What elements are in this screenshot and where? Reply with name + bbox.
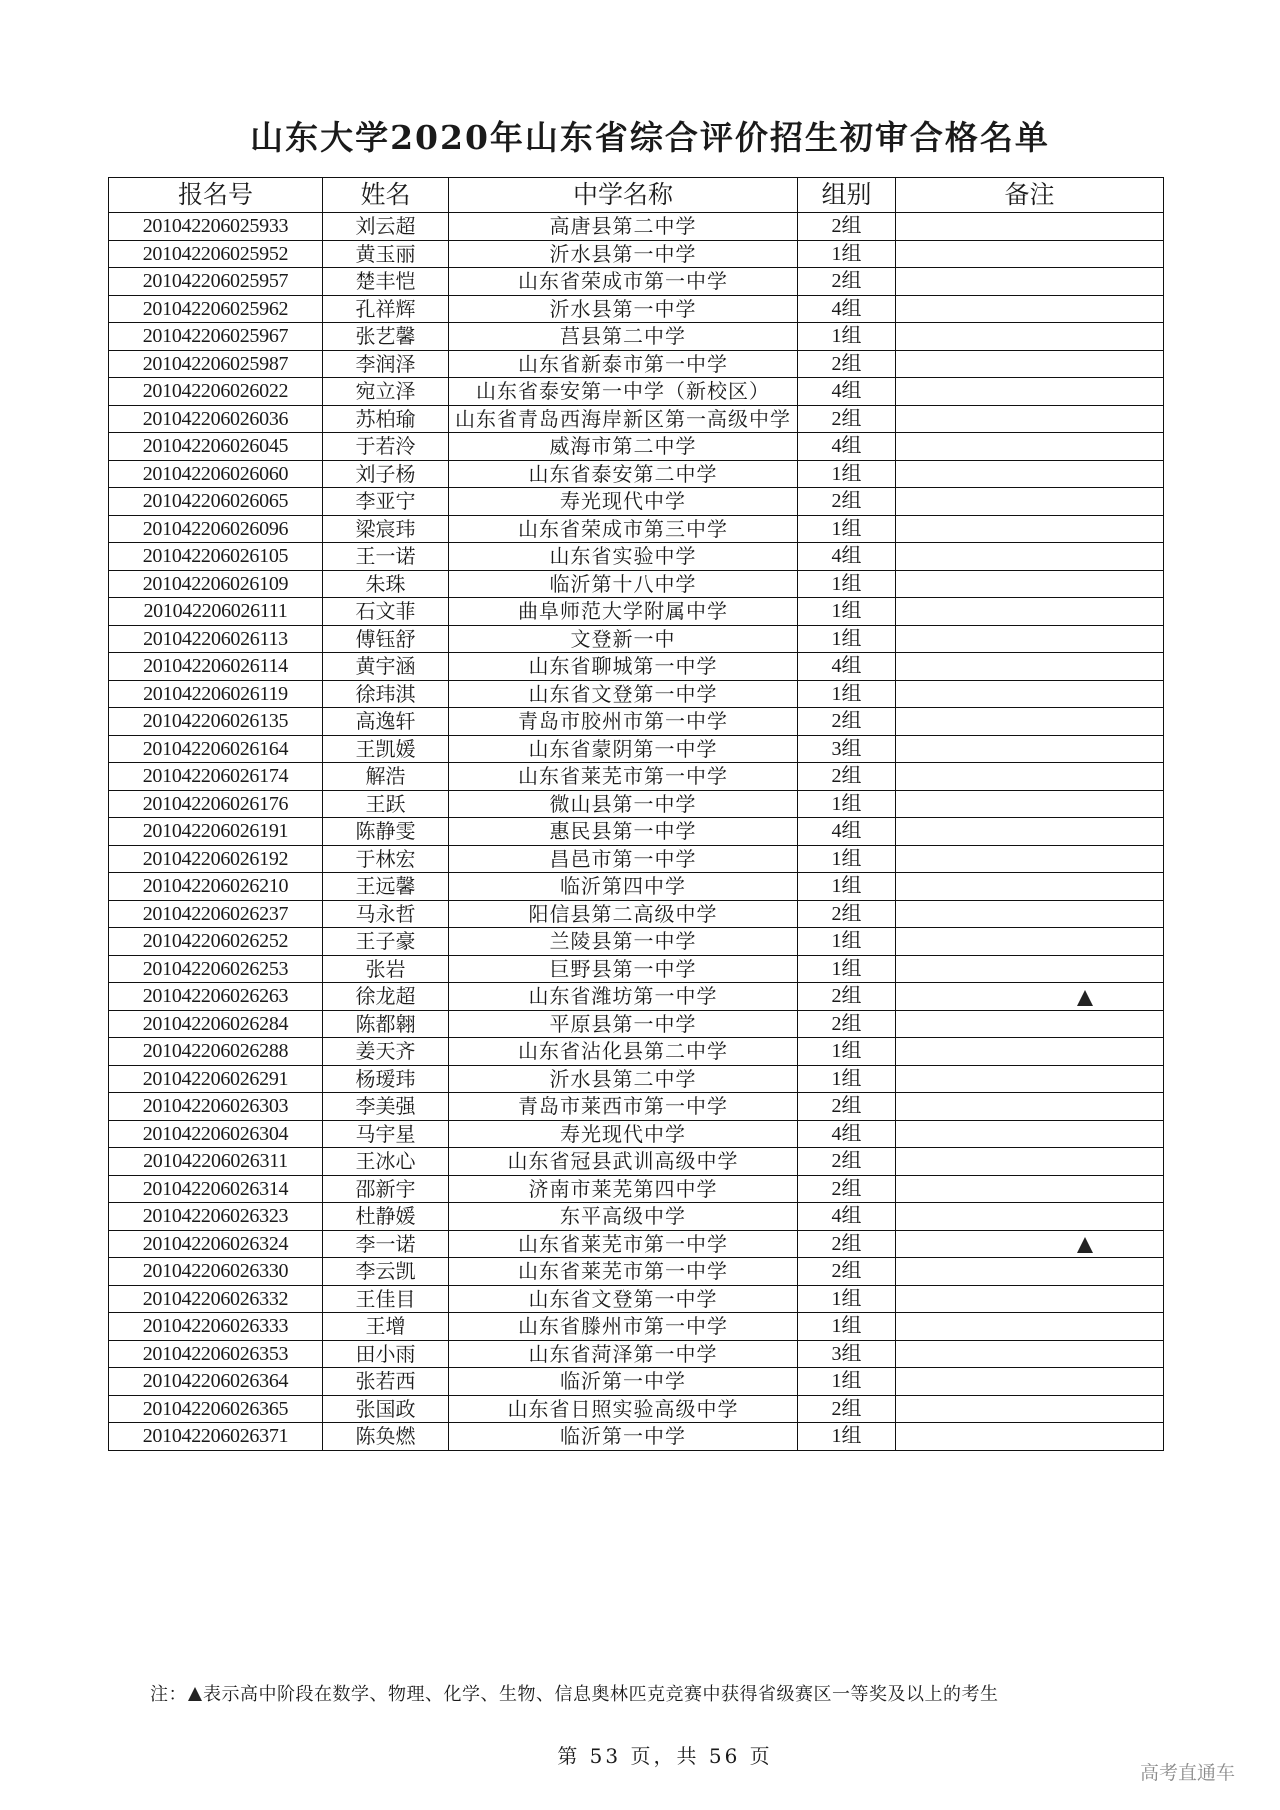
group-cell: 1组 (798, 955, 896, 983)
group-cell: 2组 (798, 900, 896, 928)
student-name-cell: 王凯媛 (323, 735, 449, 763)
group-cell: 4组 (798, 295, 896, 323)
note-cell (896, 818, 1164, 846)
note-cell (896, 790, 1164, 818)
note-cell (896, 625, 1164, 653)
note-cell (896, 1258, 1164, 1286)
note-cell (896, 1368, 1164, 1396)
school-name-cell: 山东省冠县武训高级中学 (449, 1148, 798, 1176)
school-name-cell: 山东省文登第一中学 (449, 680, 798, 708)
registration-id-cell: 201042206026365 (109, 1395, 323, 1423)
triangle-marker-icon (1077, 990, 1093, 1006)
school-name-cell: 山东省潍坊第一中学 (449, 983, 798, 1011)
school-name-cell: 青岛市胶州市第一中学 (449, 708, 798, 736)
note-cell (896, 1120, 1164, 1148)
student-name-cell: 王冰心 (323, 1148, 449, 1176)
registration-id-cell: 201042206025987 (109, 350, 323, 378)
registration-id-cell: 201042206026174 (109, 763, 323, 791)
table-row (109, 570, 1164, 598)
note-cell (896, 1038, 1164, 1066)
student-name-cell: 杜静媛 (323, 1203, 449, 1231)
footnote (150, 1683, 999, 1707)
group-cell: 2组 (798, 1010, 896, 1038)
group-cell: 4组 (798, 1120, 896, 1148)
registration-id-cell: 201042206026119 (109, 680, 323, 708)
student-name-cell: 李亚宁 (323, 488, 449, 516)
student-name-cell: 李美强 (323, 1093, 449, 1121)
registration-id-cell: 201042206026192 (109, 845, 323, 873)
note-cell (896, 873, 1164, 901)
registration-id-cell: 201042206026105 (109, 543, 323, 571)
table-row (109, 1395, 1164, 1423)
group-cell: 1组 (798, 323, 896, 351)
school-name-cell: 青岛市莱西市第一中学 (449, 1093, 798, 1121)
student-name-cell: 解浩 (323, 763, 449, 791)
student-name-cell: 李云凯 (323, 1258, 449, 1286)
note-cell (896, 1093, 1164, 1121)
note-cell (896, 928, 1164, 956)
table-row (109, 1285, 1164, 1313)
table-row (109, 598, 1164, 626)
table-row (109, 790, 1164, 818)
table-row (109, 680, 1164, 708)
school-name-cell: 文登新一中 (449, 625, 798, 653)
school-name-cell: 沂水县第一中学 (449, 240, 798, 268)
registration-id-cell: 201042206026333 (109, 1313, 323, 1341)
student-name-cell: 李一诺 (323, 1230, 449, 1258)
school-name-cell: 山东省莱芜市第一中学 (449, 1258, 798, 1286)
table-row (109, 295, 1164, 323)
column-header-group: 组别 (798, 178, 896, 213)
group-cell: 1组 (798, 790, 896, 818)
watermark: 高考直通车 (1140, 1762, 1236, 1784)
registration-id-cell: 201042206026191 (109, 818, 323, 846)
registration-id-cell: 201042206026237 (109, 900, 323, 928)
registration-id-cell: 201042206025952 (109, 240, 323, 268)
student-name-cell: 苏柏瑜 (323, 405, 449, 433)
student-name-cell: 田小雨 (323, 1340, 449, 1368)
footnote-text: 表示高中阶段在数学、物理、化学、生物、信息奥林匹克竞赛中获得省级赛区一等奖及以上的考生 (203, 1684, 999, 1705)
school-name-cell: 临沂第四中学 (449, 873, 798, 901)
group-cell: 4组 (798, 818, 896, 846)
registration-id-cell: 201042206026111 (109, 598, 323, 626)
school-name-cell: 山东省荣成市第三中学 (449, 515, 798, 543)
student-name-cell: 王增 (323, 1313, 449, 1341)
student-name-cell: 王子豪 (323, 928, 449, 956)
note-cell (896, 763, 1164, 791)
student-name-cell: 高逸轩 (323, 708, 449, 736)
table-row (109, 1258, 1164, 1286)
registration-id-cell: 201042206026022 (109, 378, 323, 406)
note-cell (896, 405, 1164, 433)
table-row (109, 1010, 1164, 1038)
group-cell: 2组 (798, 350, 896, 378)
school-name-cell: 昌邑市第一中学 (449, 845, 798, 873)
group-cell: 2组 (798, 488, 896, 516)
registration-id-cell: 201042206026114 (109, 653, 323, 681)
column-header-school: 中学名称 (449, 178, 798, 213)
school-name-cell: 山东省泰安第二中学 (449, 460, 798, 488)
note-cell (896, 488, 1164, 516)
student-name-cell: 宛立泽 (323, 378, 449, 406)
student-name-cell: 于林宏 (323, 845, 449, 873)
note-cell (896, 1148, 1164, 1176)
registration-id-cell: 201042206026065 (109, 488, 323, 516)
table-row (109, 735, 1164, 763)
triangle-marker-icon (188, 1687, 202, 1701)
table-body (109, 213, 1164, 1451)
table-row (109, 928, 1164, 956)
group-cell: 2组 (798, 1175, 896, 1203)
table-row (109, 1340, 1164, 1368)
group-cell: 2组 (798, 708, 896, 736)
registration-id-cell: 201042206026096 (109, 515, 323, 543)
school-name-cell: 临沂第十八中学 (449, 570, 798, 598)
student-name-cell: 邵新宇 (323, 1175, 449, 1203)
column-header-registration-id: 报名号 (109, 178, 323, 213)
student-name-cell: 刘子杨 (323, 460, 449, 488)
student-name-cell: 杨瑷玮 (323, 1065, 449, 1093)
group-cell: 1组 (798, 1368, 896, 1396)
school-name-cell: 寿光现代中学 (449, 488, 798, 516)
table-row (109, 900, 1164, 928)
school-name-cell: 山东省泰安第一中学（新校区） (449, 378, 798, 406)
registration-id-cell: 201042206026284 (109, 1010, 323, 1038)
student-name-cell: 黄玉丽 (323, 240, 449, 268)
student-name-cell: 陈都翱 (323, 1010, 449, 1038)
student-name-cell: 马永哲 (323, 900, 449, 928)
school-name-cell: 临沂第一中学 (449, 1423, 798, 1451)
note-cell (896, 680, 1164, 708)
table-row (109, 240, 1164, 268)
school-name-cell: 山东省莱芜市第一中学 (449, 1230, 798, 1258)
group-cell: 4组 (798, 543, 896, 571)
note-cell (896, 350, 1164, 378)
group-cell: 1组 (798, 873, 896, 901)
school-name-cell: 济南市莱芜第四中学 (449, 1175, 798, 1203)
registration-id-cell: 201042206026311 (109, 1148, 323, 1176)
student-name-cell: 傅钰舒 (323, 625, 449, 653)
table-row (109, 1313, 1164, 1341)
group-cell: 2组 (798, 983, 896, 1011)
table-row (109, 323, 1164, 351)
note-cell (896, 955, 1164, 983)
note-cell (896, 1230, 1164, 1258)
table-row (109, 763, 1164, 791)
student-name-cell: 刘云超 (323, 213, 449, 241)
note-cell (896, 323, 1164, 351)
registration-id-cell: 201042206025933 (109, 213, 323, 241)
school-name-cell: 山东省蒙阴第一中学 (449, 735, 798, 763)
student-name-cell: 梁宸玮 (323, 515, 449, 543)
group-cell: 1组 (798, 1038, 896, 1066)
school-name-cell: 山东省实验中学 (449, 543, 798, 571)
note-cell (896, 433, 1164, 461)
note-cell (896, 268, 1164, 296)
table-header-row (109, 178, 1164, 213)
table-row (109, 1175, 1164, 1203)
column-header-name: 姓名 (323, 178, 449, 213)
registration-id-cell: 201042206026364 (109, 1368, 323, 1396)
table-row (109, 1423, 1164, 1451)
student-name-cell: 于若泠 (323, 433, 449, 461)
registration-id-cell: 201042206026253 (109, 955, 323, 983)
school-name-cell: 山东省青岛西海岸新区第一高级中学 (449, 405, 798, 433)
student-name-cell: 陈静雯 (323, 818, 449, 846)
note-cell (896, 295, 1164, 323)
school-name-cell: 山东省新泰市第一中学 (449, 350, 798, 378)
group-cell: 1组 (798, 928, 896, 956)
school-name-cell: 曲阜师范大学附属中学 (449, 598, 798, 626)
registration-id-cell: 201042206026210 (109, 873, 323, 901)
note-cell (896, 900, 1164, 928)
group-cell: 4组 (798, 653, 896, 681)
table-row (109, 845, 1164, 873)
note-cell (896, 1203, 1164, 1231)
table-row (109, 818, 1164, 846)
table-row (109, 268, 1164, 296)
group-cell: 2组 (798, 268, 896, 296)
note-cell (896, 1065, 1164, 1093)
school-name-cell: 山东省文登第一中学 (449, 1285, 798, 1313)
note-cell (896, 653, 1164, 681)
registration-id-cell: 201042206026135 (109, 708, 323, 736)
school-name-cell: 沂水县第二中学 (449, 1065, 798, 1093)
group-cell: 2组 (798, 1230, 896, 1258)
group-cell: 1组 (798, 1065, 896, 1093)
student-name-cell: 马宇星 (323, 1120, 449, 1148)
school-name-cell: 莒县第二中学 (449, 323, 798, 351)
note-cell (896, 460, 1164, 488)
group-cell: 2组 (798, 1148, 896, 1176)
school-name-cell: 高唐县第二中学 (449, 213, 798, 241)
table-row (109, 488, 1164, 516)
school-name-cell: 寿光现代中学 (449, 1120, 798, 1148)
registration-id-cell: 201042206026060 (109, 460, 323, 488)
page-title: 山东大学2020年山东省综合评价招生初审合格名单 (250, 118, 1050, 157)
registration-id-cell: 201042206026332 (109, 1285, 323, 1313)
student-name-cell: 姜天齐 (323, 1038, 449, 1066)
student-name-cell: 王远馨 (323, 873, 449, 901)
table-row (109, 1065, 1164, 1093)
registration-id-cell: 201042206026314 (109, 1175, 323, 1203)
student-name-cell: 孔祥辉 (323, 295, 449, 323)
page-number: 第 53 页，共 56 页 (557, 1744, 773, 1768)
student-name-cell: 石文菲 (323, 598, 449, 626)
registration-id-cell: 201042206026304 (109, 1120, 323, 1148)
group-cell: 1组 (798, 1423, 896, 1451)
group-cell: 1组 (798, 515, 896, 543)
student-name-cell: 李润泽 (323, 350, 449, 378)
group-cell: 2组 (798, 1093, 896, 1121)
note-cell (896, 378, 1164, 406)
student-name-cell: 张艺馨 (323, 323, 449, 351)
registration-id-cell: 201042206026109 (109, 570, 323, 598)
student-name-cell: 徐玮淇 (323, 680, 449, 708)
school-name-cell: 山东省荣成市第一中学 (449, 268, 798, 296)
table-row (109, 460, 1164, 488)
group-cell: 1组 (798, 845, 896, 873)
table-row (109, 350, 1164, 378)
table-row (109, 405, 1164, 433)
note-cell (896, 708, 1164, 736)
note-cell (896, 1423, 1164, 1451)
school-name-cell: 山东省日照实验高级中学 (449, 1395, 798, 1423)
school-name-cell: 威海市第二中学 (449, 433, 798, 461)
student-name-cell: 徐龙超 (323, 983, 449, 1011)
note-cell (896, 240, 1164, 268)
group-cell: 2组 (798, 1395, 896, 1423)
school-name-cell: 平原县第一中学 (449, 1010, 798, 1038)
note-cell (896, 1175, 1164, 1203)
note-cell (896, 845, 1164, 873)
column-header-note: 备注 (896, 178, 1164, 213)
registration-id-cell: 201042206026371 (109, 1423, 323, 1451)
group-cell: 2组 (798, 213, 896, 241)
registration-id-cell: 201042206025957 (109, 268, 323, 296)
table-row (109, 653, 1164, 681)
registration-id-cell: 201042206026045 (109, 433, 323, 461)
school-name-cell: 山东省滕州市第一中学 (449, 1313, 798, 1341)
note-cell (896, 570, 1164, 598)
table-row (109, 1230, 1164, 1258)
school-name-cell: 微山县第一中学 (449, 790, 798, 818)
school-name-cell: 沂水县第一中学 (449, 295, 798, 323)
roster-table (108, 177, 1164, 1451)
registration-id-cell: 201042206026164 (109, 735, 323, 763)
student-name-cell: 黄宇涵 (323, 653, 449, 681)
table-row (109, 708, 1164, 736)
school-name-cell: 山东省莱芜市第一中学 (449, 763, 798, 791)
group-cell: 4组 (798, 433, 896, 461)
registration-id-cell: 201042206026036 (109, 405, 323, 433)
group-cell: 2组 (798, 763, 896, 791)
group-cell: 2组 (798, 405, 896, 433)
registration-id-cell: 201042206026288 (109, 1038, 323, 1066)
table-row (109, 873, 1164, 901)
registration-id-cell: 201042206025962 (109, 295, 323, 323)
group-cell: 1组 (798, 460, 896, 488)
group-cell: 4组 (798, 1203, 896, 1231)
group-cell: 2组 (798, 1258, 896, 1286)
table-row (109, 433, 1164, 461)
group-cell: 4组 (798, 378, 896, 406)
school-name-cell: 山东省沾化县第二中学 (449, 1038, 798, 1066)
student-name-cell: 陈奂燃 (323, 1423, 449, 1451)
school-name-cell: 惠民县第一中学 (449, 818, 798, 846)
student-name-cell: 王跃 (323, 790, 449, 818)
registration-id-cell: 201042206026176 (109, 790, 323, 818)
note-cell (896, 735, 1164, 763)
school-name-cell: 阳信县第二高级中学 (449, 900, 798, 928)
note-cell (896, 1010, 1164, 1038)
group-cell: 1组 (798, 625, 896, 653)
table-row (109, 1148, 1164, 1176)
registration-id-cell: 201042206026263 (109, 983, 323, 1011)
note-cell (896, 1285, 1164, 1313)
school-name-cell: 巨野县第一中学 (449, 955, 798, 983)
table-row (109, 378, 1164, 406)
group-cell: 1组 (798, 1285, 896, 1313)
triangle-marker-icon (1077, 1237, 1093, 1253)
table-row (109, 1203, 1164, 1231)
registration-id-cell: 201042206026323 (109, 1203, 323, 1231)
registration-id-cell: 201042206026324 (109, 1230, 323, 1258)
school-name-cell: 东平高级中学 (449, 1203, 798, 1231)
note-cell (896, 1313, 1164, 1341)
note-cell (896, 543, 1164, 571)
school-name-cell: 山东省聊城第一中学 (449, 653, 798, 681)
table-row (109, 1093, 1164, 1121)
school-name-cell: 山东省菏泽第一中学 (449, 1340, 798, 1368)
student-name-cell: 张国政 (323, 1395, 449, 1423)
table-row (109, 1120, 1164, 1148)
table-row (109, 625, 1164, 653)
group-cell: 3组 (798, 1340, 896, 1368)
student-name-cell: 楚丰恺 (323, 268, 449, 296)
registration-id-cell: 201042206026252 (109, 928, 323, 956)
registration-id-cell: 201042206026353 (109, 1340, 323, 1368)
student-name-cell: 王一诺 (323, 543, 449, 571)
group-cell: 1组 (798, 680, 896, 708)
table-row (109, 543, 1164, 571)
table-row (109, 955, 1164, 983)
group-cell: 3组 (798, 735, 896, 763)
group-cell: 1组 (798, 598, 896, 626)
note-cell (896, 1395, 1164, 1423)
table-row (109, 213, 1164, 241)
registration-id-cell: 201042206026291 (109, 1065, 323, 1093)
student-name-cell: 张若西 (323, 1368, 449, 1396)
student-name-cell: 王佳目 (323, 1285, 449, 1313)
note-cell (896, 515, 1164, 543)
footnote-prefix: 注： (150, 1684, 187, 1705)
table-row (109, 983, 1164, 1011)
registration-id-cell: 201042206025967 (109, 323, 323, 351)
school-name-cell: 临沂第一中学 (449, 1368, 798, 1396)
group-cell: 1组 (798, 570, 896, 598)
table-row (109, 1038, 1164, 1066)
table-row (109, 515, 1164, 543)
note-cell (896, 1340, 1164, 1368)
table-row (109, 1368, 1164, 1396)
group-cell: 1组 (798, 1313, 896, 1341)
note-cell (896, 598, 1164, 626)
registration-id-cell: 201042206026330 (109, 1258, 323, 1286)
registration-id-cell: 201042206026113 (109, 625, 323, 653)
student-name-cell: 张岩 (323, 955, 449, 983)
note-cell (896, 213, 1164, 241)
registration-id-cell: 201042206026303 (109, 1093, 323, 1121)
group-cell: 1组 (798, 240, 896, 268)
note-cell (896, 983, 1164, 1011)
student-name-cell: 朱珠 (323, 570, 449, 598)
school-name-cell: 兰陵县第一中学 (449, 928, 798, 956)
